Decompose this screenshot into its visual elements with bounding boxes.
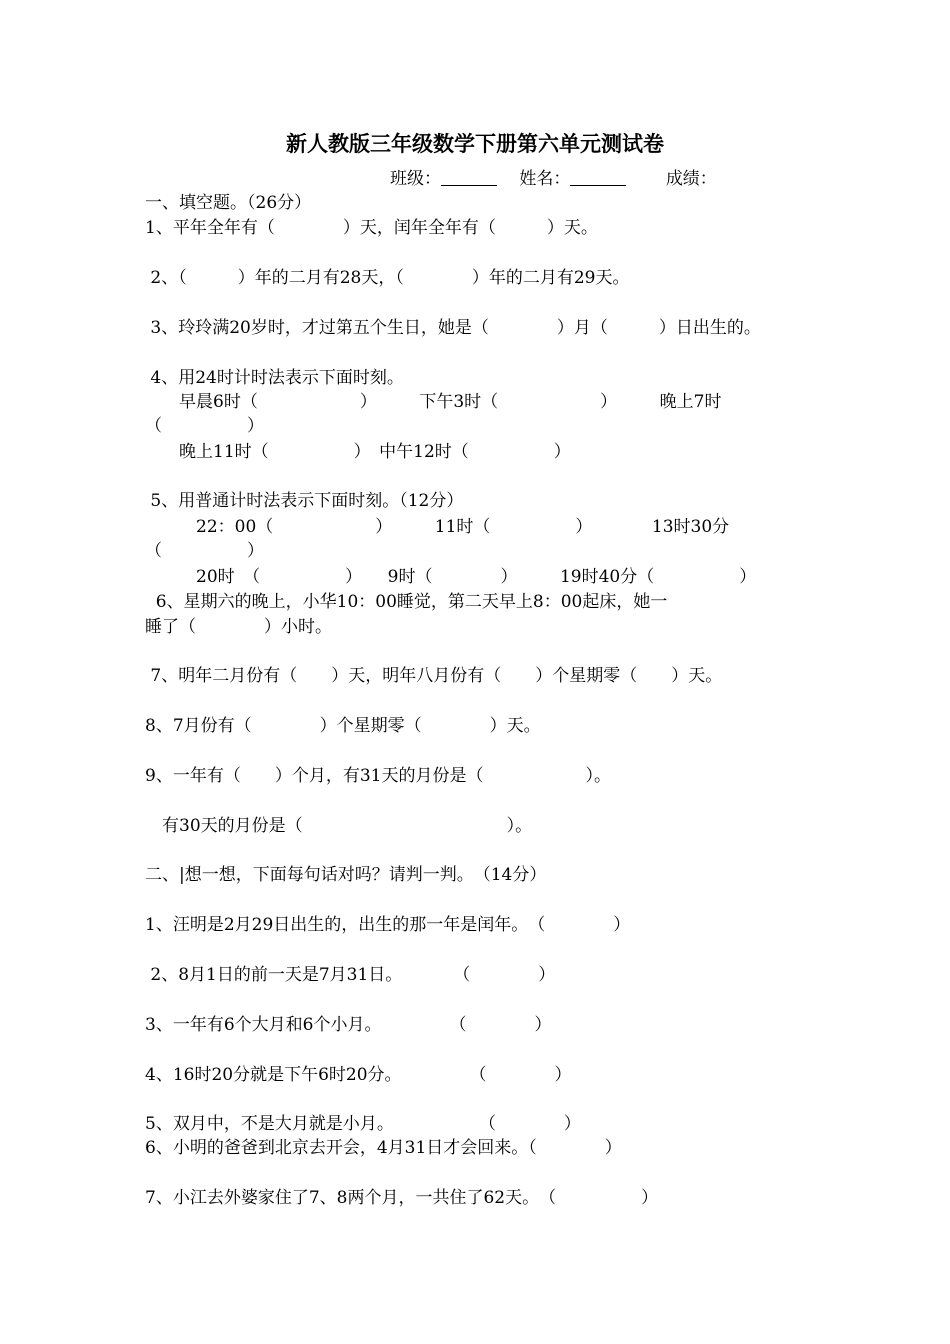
question-line: 4、用24时计时法表示下面时刻。 [145, 368, 404, 388]
question-line: 1、平年全年有（ ）天，闰年全年有（ ）天。 [145, 218, 598, 238]
name-label: 姓名： [519, 169, 571, 189]
question-line: 5、双月中，不是大月就是小月。 （ ） [145, 1114, 581, 1134]
question-line: 早晨6时（ ） 下午3时（ ） 晚上7时 [145, 392, 722, 412]
question-line: 7、明年二月份有（ ）天，明年八月份有（ ）个星期零（ ）天。 [145, 666, 723, 686]
question-line: 1、汪明是2月29日出生的，出生的那一年是闰年。 （ ） [145, 915, 631, 935]
class-label: 班级： [390, 169, 441, 189]
student-info-row [390, 168, 717, 190]
question-line: 4、16时20分就是下午6时20分。 （ ） [145, 1065, 572, 1085]
question-line: 6、小明的爸爸到北京去开会，4月31日才会回来。（ ） [145, 1138, 622, 1158]
question-line: （ ） [145, 541, 264, 561]
question-line: 2、（ ）年的二月有28天，（ ）年的二月有29天。 [145, 268, 630, 288]
name-blank [570, 169, 626, 186]
question-line: 有30天的月份是（ ）。 [145, 816, 533, 836]
question-line: 20时 （ ） 9时（ ） 19时40分（ ） [145, 567, 757, 587]
section-2-heading: 二、|想一想，下面每句话对吗？请判一判。 （14分） [145, 865, 547, 885]
question-line: 5、用普通计时法表示下面时刻。（12分） [145, 491, 464, 511]
question-line: 2、8月1日的前一天是7月31日。 （ ） [145, 965, 556, 985]
question-line: 晚上11时（ ） 中午12时（ ） [145, 442, 571, 462]
page-title: 新人教版三年级数学下册第六单元测试卷 [286, 131, 664, 156]
question-line: （ ） [145, 416, 264, 436]
question-line: 22：00（ ） 11时（ ） 13时30分 [145, 517, 730, 537]
score-label: 成绩： [665, 169, 717, 189]
question-line: 9、一年有（ ）个月，有31天的月份是（ ）。 [145, 766, 611, 786]
class-blank [441, 169, 497, 186]
section-1-heading: 一、填空题。（26分） [145, 193, 312, 213]
question-line: 8、7月份有（ ）个星期零（ ）天。 [145, 716, 541, 736]
question-line: 7、小江去外婆家住了7、8两个月，一共住了62天。 （ ） [145, 1188, 659, 1208]
question-line: 6、星期六的晚上，小华10：00睡觉，第二天早上8：00起床，她一 [145, 592, 668, 612]
question-line: 3、一年有6个大月和6个小月。 （ ） [145, 1015, 552, 1035]
question-line: 3、玲玲满20岁时，才过第五个生日，她是（ ）月（ ）日出生的。 [145, 318, 761, 338]
question-line: 睡了（ ）小时。 [145, 617, 332, 637]
